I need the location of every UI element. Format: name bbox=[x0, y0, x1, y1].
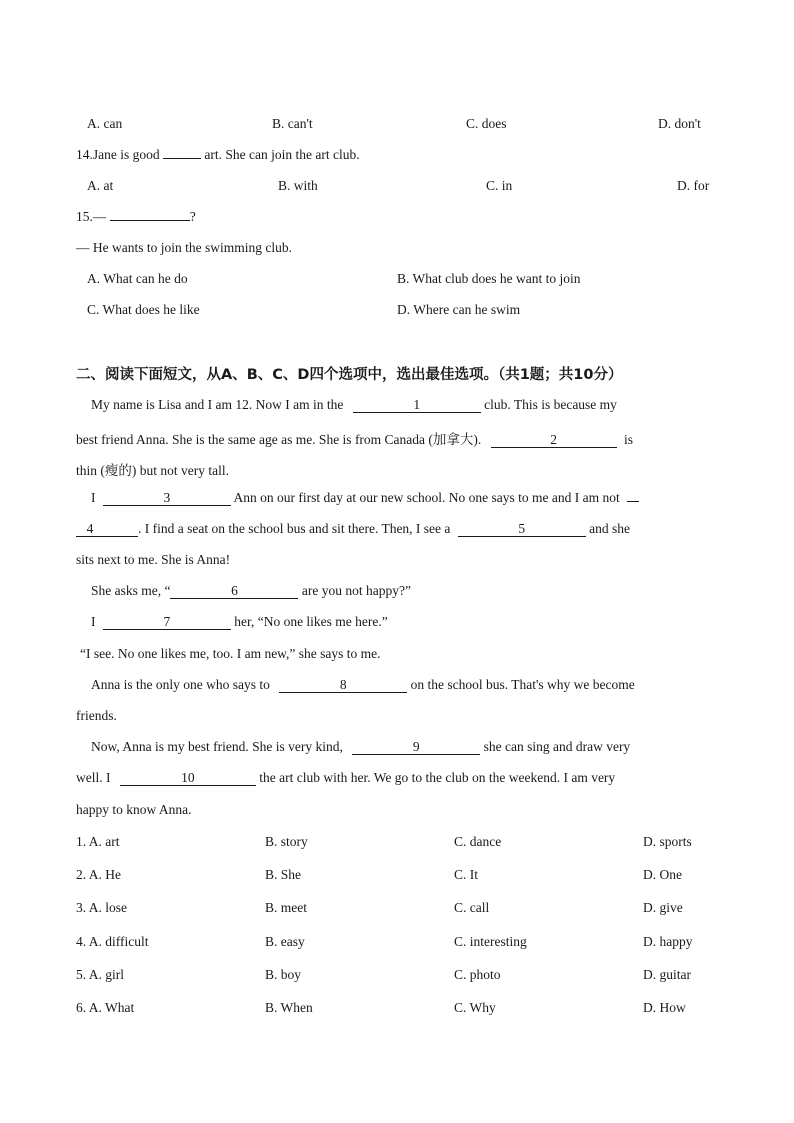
choice-6-b: B. When bbox=[265, 1000, 313, 1015]
passage-text: She asks me, “ bbox=[91, 583, 171, 598]
choice-5-d: D. guitar bbox=[643, 966, 691, 982]
passage-text: and she bbox=[589, 521, 631, 536]
choice-4-d: D. happy bbox=[643, 933, 693, 949]
passage-text: My name is Lisa and I am 12. Now I am in the bbox=[91, 397, 344, 412]
choice-4-c: C. interesting bbox=[454, 933, 527, 949]
passage-text: . I find a seat on the school bus and sit there. Then, I see a bbox=[138, 521, 451, 536]
question-15-blank bbox=[110, 220, 190, 221]
passage-line-14: happy to know Anna. bbox=[76, 802, 192, 817]
q15-option-c: C. What does he like bbox=[87, 302, 200, 317]
passage-line-2 bbox=[76, 428, 633, 448]
choice-3-a: 3. A. lose bbox=[76, 900, 128, 916]
passage-text: Now, Anna is my best friend. She is very kind, bbox=[91, 739, 343, 754]
blank-1: 1 bbox=[353, 398, 481, 413]
passage-text: is bbox=[624, 432, 634, 447]
q13-option-d: D. don't bbox=[658, 116, 701, 131]
passage-text: I bbox=[91, 490, 96, 505]
passage-line-3: thin (瘦的) but not very tall. bbox=[76, 463, 229, 478]
choice-5-b: B. boy bbox=[265, 966, 302, 982]
passage-text: are you not happy?” bbox=[301, 583, 411, 598]
blank-6: 6 bbox=[170, 584, 298, 599]
passage-line-10 bbox=[91, 677, 635, 693]
blank-4-number: 4 bbox=[86, 521, 94, 536]
passage-text: well. I bbox=[76, 770, 111, 785]
passage-line-9: “I see. No one likes me, too. I am new,” she says to me. bbox=[80, 646, 381, 661]
blank-4 bbox=[76, 522, 138, 537]
q13-option-a: A. can bbox=[87, 116, 123, 131]
question-14-suffix: art. She can join the art club. bbox=[204, 147, 360, 162]
choice-2-d: D. One bbox=[643, 867, 682, 883]
blank-8: 8 bbox=[279, 678, 407, 693]
blank-5: 5 bbox=[458, 522, 586, 537]
choice-6-c: C. Why bbox=[454, 1000, 496, 1015]
choice-3-c: C. call bbox=[454, 900, 490, 916]
q13-option-b: B. can't bbox=[272, 116, 313, 131]
question-15-answer: — He wants to join the swimming club. bbox=[76, 240, 292, 255]
question-15-suffix: ? bbox=[189, 209, 196, 224]
passage-text: I bbox=[91, 614, 96, 629]
passage-line-11: friends. bbox=[76, 708, 117, 723]
q14-option-a: A. at bbox=[87, 178, 114, 193]
blank-10: 10 bbox=[120, 771, 256, 786]
question-14-blank bbox=[163, 158, 201, 159]
blank-3: 3 bbox=[103, 491, 231, 506]
passage-line-8 bbox=[91, 614, 388, 630]
passage-line-4 bbox=[91, 490, 639, 506]
passage-line-1 bbox=[91, 397, 617, 413]
section-2-heading: 二、阅读下面短文，从A、B、C、D四个选项中，选出最佳选项。（共1题；共10分） bbox=[76, 367, 623, 383]
passage-text: on the school bus. That's why we become bbox=[410, 677, 635, 692]
choice-6-a: 6. A. What bbox=[76, 1000, 135, 1015]
passage-line-6: sits next to me. She is Anna! bbox=[76, 552, 231, 567]
blank-2: 2 bbox=[491, 433, 617, 448]
choice-5-a: 5. A. girl bbox=[76, 966, 125, 982]
question-15 bbox=[76, 209, 196, 225]
q15-option-d: D. Where can he swim bbox=[397, 302, 521, 317]
blank-7: 7 bbox=[103, 615, 231, 630]
passage-text: Ann on our first day at our new school. No one says to me and I am not bbox=[233, 490, 620, 505]
q13-option-c: C. does bbox=[466, 116, 507, 131]
passage-line-13 bbox=[76, 770, 615, 786]
question-15-prefix: 15.— bbox=[76, 209, 107, 224]
q15-option-a: A. What can he do bbox=[87, 271, 188, 286]
choice-1-d: D. sports bbox=[643, 834, 692, 849]
choice-1-b: B. story bbox=[265, 834, 308, 849]
q14-option-d: D. for bbox=[677, 178, 710, 193]
choice-4-b: B. easy bbox=[265, 933, 305, 949]
choice-6-d: D. How bbox=[643, 1000, 686, 1015]
passage-line-5 bbox=[76, 521, 630, 537]
choice-3-d: D. give bbox=[643, 900, 683, 916]
choice-4-a: 4. A. difficult bbox=[76, 933, 149, 949]
passage-text: best friend Anna. She is the same age as me. She is from Canada (加拿大). bbox=[76, 432, 482, 447]
passage-line-12 bbox=[91, 739, 630, 755]
choice-1-a: 1. A. art bbox=[76, 834, 120, 849]
blank-9: 9 bbox=[352, 740, 480, 755]
choice-3-b: B. meet bbox=[265, 900, 307, 916]
question-14 bbox=[76, 147, 360, 163]
passage-line-7 bbox=[91, 583, 411, 599]
q14-option-c: C. in bbox=[486, 178, 513, 193]
blank-4-start bbox=[627, 501, 639, 502]
question-14-prefix: 14.Jane is good bbox=[76, 147, 160, 162]
q15-option-b: B. What club does he want to join bbox=[397, 271, 581, 286]
q14-option-b: B. with bbox=[278, 178, 318, 193]
passage-text: Anna is the only one who says to bbox=[91, 677, 270, 692]
choice-2-c: C. It bbox=[454, 867, 479, 883]
passage-text: she can sing and draw very bbox=[483, 739, 631, 754]
passage-text: the art club with her. We go to the club on the weekend. I am very bbox=[259, 770, 616, 785]
choice-1-c: C. dance bbox=[454, 834, 502, 849]
passage-text: her, “No one likes me here.” bbox=[234, 614, 388, 629]
choice-5-c: C. photo bbox=[454, 966, 501, 982]
choice-2-a: 2. A. He bbox=[76, 867, 121, 883]
passage-text: club. This is because my bbox=[484, 397, 617, 412]
choice-2-b: B. She bbox=[265, 867, 302, 883]
